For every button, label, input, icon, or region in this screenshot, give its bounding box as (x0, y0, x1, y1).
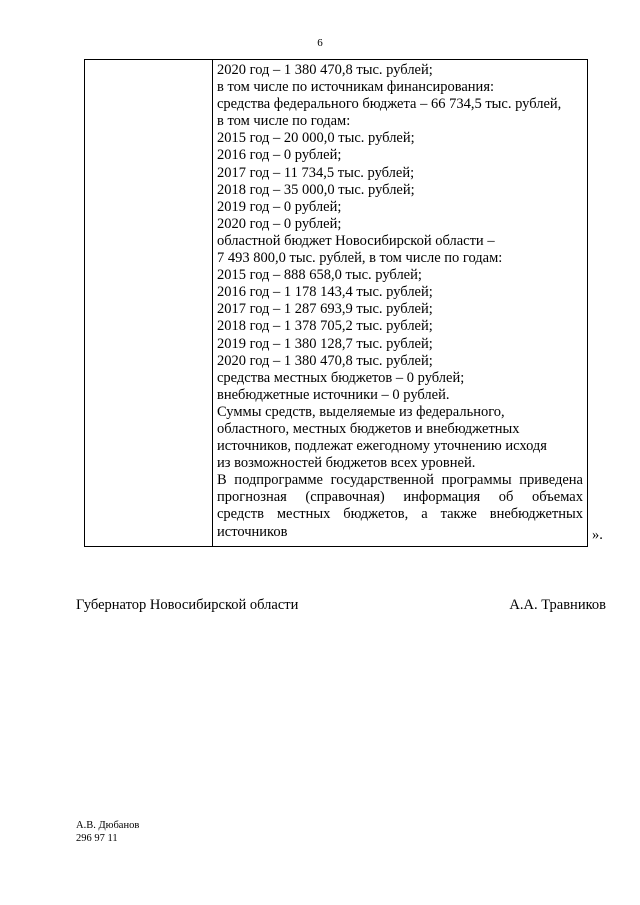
table-right-cell (217, 62, 583, 541)
executor-name: А.В. Дюбанов (76, 820, 140, 831)
table-text-line: 2018 год – 35 000,0 тыс. рублей; (217, 181, 415, 198)
table-text-line: 2015 год – 20 000,0 тыс. рублей; (217, 130, 415, 147)
table-text-line: областной бюджет Новосибирской области – (217, 232, 495, 249)
table-text-line: 2016 год – 1 178 143,4 тыс. рублей; (217, 284, 433, 301)
table-text-line: Суммы средств, выделяемые из федерального, (217, 403, 505, 420)
table-text-line: 2017 год – 1 287 693,9 тыс. рублей; (217, 301, 433, 318)
table-text-line: средства местных бюджетов – 0 рублей; (217, 369, 465, 386)
table-text-line: 2020 год – 0 рублей; (217, 215, 342, 232)
table-text-line: 2017 год – 11 734,5 тыс. рублей; (217, 164, 415, 181)
page-number: 6 (317, 37, 323, 49)
table-text-line: 2016 год – 0 рублей; (217, 147, 342, 164)
signatory-position: Губернатор Новосибирской области (76, 597, 299, 613)
table-text-line: 2020 год – 1 380 470,8 тыс. рублей; (217, 62, 433, 78)
table-text-line: прогнозная (справочная) информация об объемах (217, 489, 583, 506)
closing-quote: ». (592, 527, 603, 543)
table-text-line: 2018 год – 1 378 705,2 тыс. рублей; (217, 318, 433, 335)
table-text-line: В подпрограмме государственной программы приведена (217, 472, 583, 489)
table-text-line: средства федерального бюджета – 66 734,5 тыс. рублей, (217, 96, 562, 113)
executor-phone: 296 97 11 (76, 833, 118, 844)
funding-table (84, 59, 588, 547)
table-text-line: в том числе по годам: (217, 113, 351, 130)
table-text-line: средств местных бюджетов, а также внебюджетных (217, 506, 583, 523)
table-text-line: 2020 год – 1 380 470,8 тыс. рублей; (217, 352, 433, 369)
signatory-name: А.А. Травников (509, 597, 606, 613)
table-text-line: 7 493 800,0 тыс. рублей, в том числе по годам: (217, 250, 503, 267)
table-text-line: 2015 год – 888 658,0 тыс. рублей; (217, 267, 422, 284)
table-text-line: 2019 год – 0 рублей; (217, 198, 342, 215)
executor-footer (76, 819, 139, 845)
table-text-line: источников (217, 523, 288, 540)
table-text-line: источников, подлежат ежегодному уточнению исходя (217, 438, 547, 455)
table-text-line: внебюджетные источники – 0 рублей. (217, 386, 450, 403)
table-text-line: 2019 год – 1 380 128,7 тыс. рублей; (217, 335, 433, 352)
table-column-divider (212, 60, 213, 546)
table-text-line: в том числе по источникам финансирования: (217, 79, 495, 96)
table-text-line: из возможностей бюджетов всех уровней. (217, 455, 476, 472)
signature-block (76, 597, 606, 614)
table-text-line: областного, местных бюджетов и внебюджетных (217, 420, 520, 437)
